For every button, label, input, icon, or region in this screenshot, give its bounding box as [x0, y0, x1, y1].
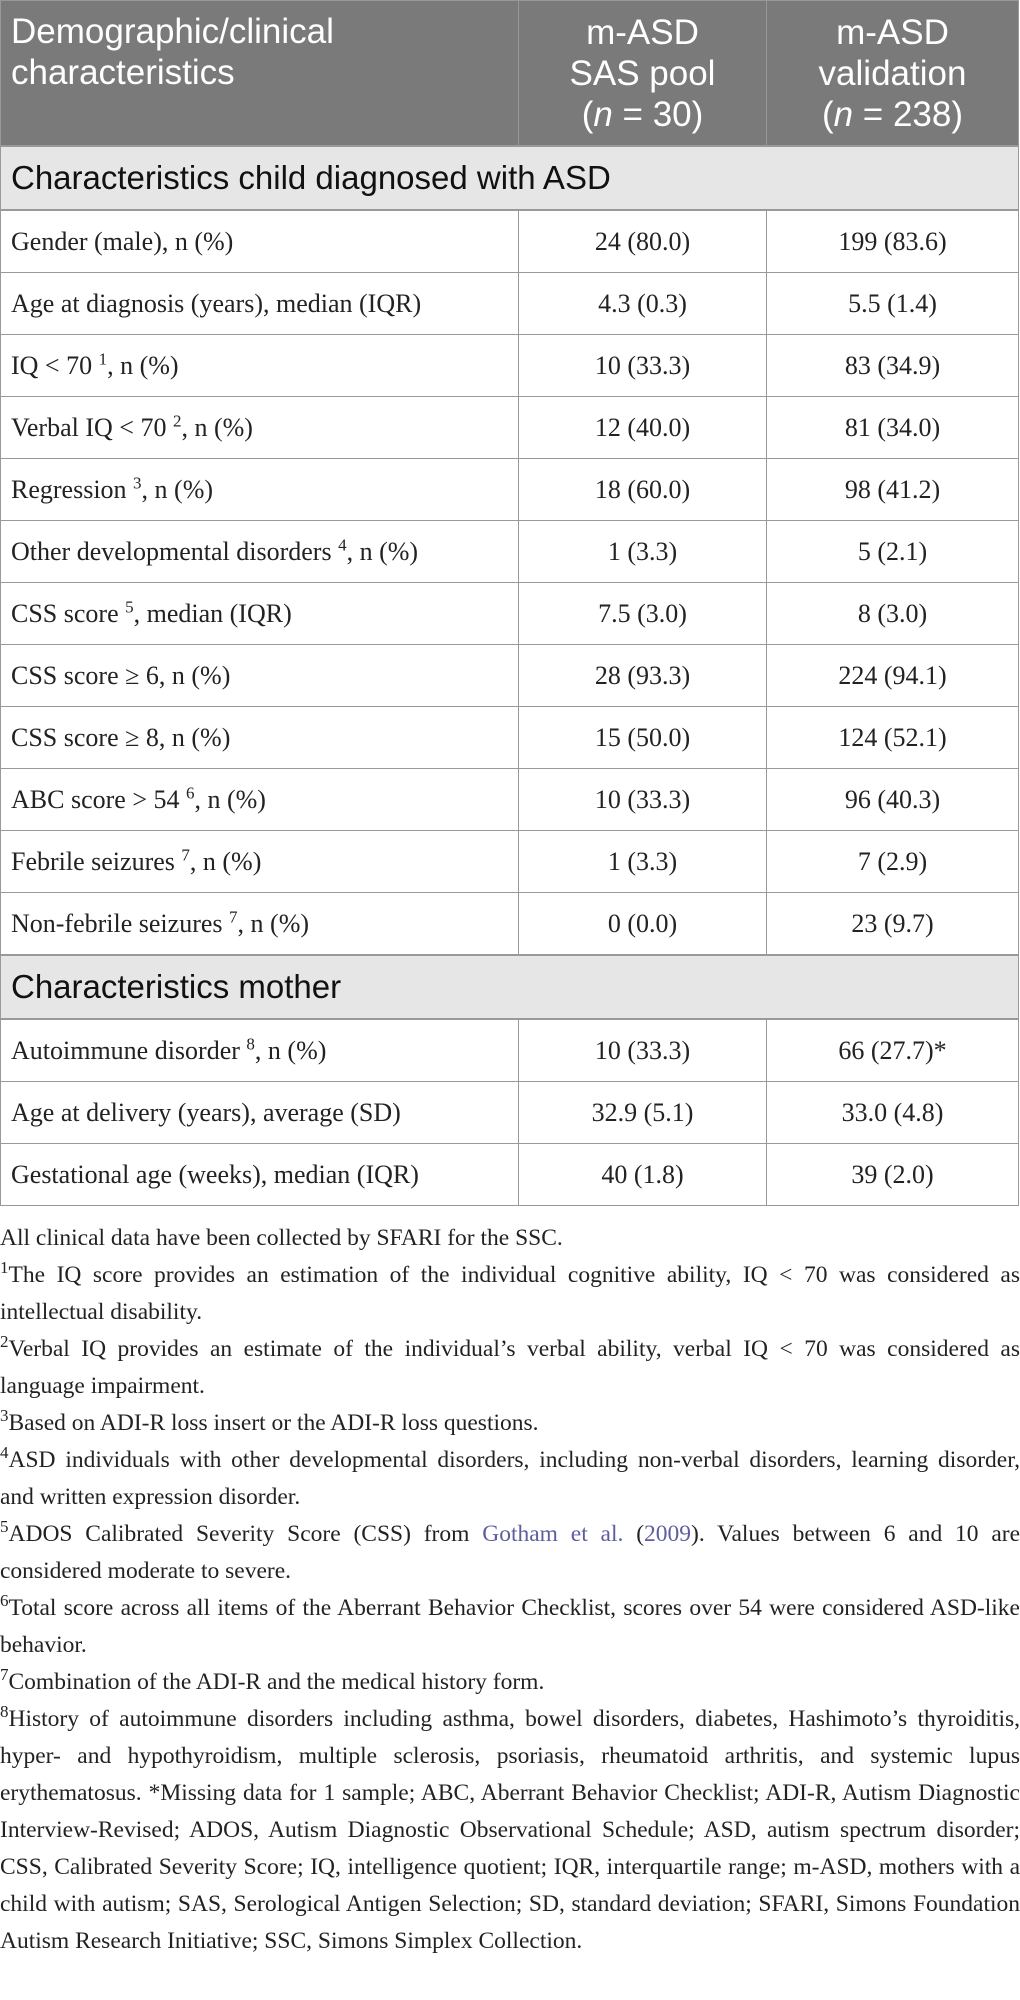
sas-pool-value: 40 (1.8): [519, 1144, 767, 1206]
row-label: [1, 210, 519, 273]
header-col2-line2: SAS pool: [569, 53, 716, 93]
footnote-7-marker: 7: [0, 1665, 9, 1685]
footnote-2-text: Verbal IQ provides an estimate of the individual’s verbal ability, verbal IQ < 70 was considered as language impairment.: [0, 1336, 1020, 1399]
sas-pool-value: 32.9 (5.1): [519, 1082, 767, 1144]
header-col2-paren: (: [581, 94, 594, 134]
sas-pool-value: 1 (3.3): [519, 831, 767, 893]
row-label: [1, 893, 519, 956]
row-label-text: CSS score ≥ 8, n (%): [11, 722, 231, 752]
row-label-suffix: , n (%): [141, 474, 214, 504]
row-label-text: CSS score ≥ 6, n (%): [11, 660, 231, 690]
footnote-6: [0, 1590, 1020, 1664]
validation-value: 23 (9.7): [767, 893, 1019, 956]
gotham-reference-link[interactable]: Gotham et al.: [482, 1521, 624, 1547]
header-row: [1, 1, 1019, 147]
footnote-1-marker: 1: [0, 1258, 9, 1278]
validation-value: 7 (2.9): [767, 831, 1019, 893]
footnote-7-text: Combination of the ADI-R and the medical history form.: [8, 1669, 545, 1695]
row-label: [1, 459, 519, 521]
row-label-text: Verbal IQ < 70: [11, 412, 173, 442]
row-footnote-marker: 7: [181, 844, 190, 864]
header-col2-n-val: = 30): [612, 94, 704, 134]
validation-value: 33.0 (4.8): [767, 1082, 1019, 1144]
row-label-text: Febrile seizures: [11, 846, 182, 876]
row-label: [1, 521, 519, 583]
validation-value: 124 (52.1): [767, 707, 1019, 769]
row-label-suffix: , n (%): [346, 536, 419, 566]
row-label: [1, 645, 519, 707]
footnote-4-text: ASD individuals with other developmental disorders, including non-verbal disorders, learning disorder, and written expression disorder.: [0, 1447, 1020, 1510]
header-col1-line1: Demographic/clinical: [11, 12, 334, 51]
table-row: [1, 273, 1019, 335]
section-row-mother: [1, 955, 1019, 1019]
row-label-text: Gender (male), n (%): [11, 226, 234, 256]
row-footnote-marker: 2: [172, 410, 182, 430]
sas-pool-value: 24 (80.0): [519, 210, 767, 273]
row-label-suffix: , n (%): [107, 350, 179, 380]
sas-pool-value: 0 (0.0): [519, 893, 767, 956]
footnote-4-marker: 4: [0, 1443, 9, 1463]
row-label-text: Non-febrile seizures: [11, 908, 230, 938]
header-sas-pool: [519, 1, 767, 147]
sas-pool-value: 12 (40.0): [519, 397, 767, 459]
footnote-intro: All clinical data have been collected by SFARI for the SSC.: [0, 1225, 563, 1251]
table-row: [1, 521, 1019, 583]
footnote-5-text-post: ). Values between 6 and 10 are considered moderate to severe.: [0, 1521, 1020, 1584]
table-row: [1, 1019, 1019, 1082]
row-label-text: CSS score: [11, 598, 126, 628]
row-footnote-marker: 5: [125, 596, 134, 616]
row-footnote-marker: 6: [185, 782, 195, 802]
row-label-text: Autoimmune disorder: [11, 1035, 247, 1065]
footnote-5: [0, 1516, 1020, 1590]
validation-value: 81 (34.0): [767, 397, 1019, 459]
sas-pool-value: 15 (50.0): [519, 707, 767, 769]
sas-pool-value: 7.5 (3.0): [519, 583, 767, 645]
row-label-text: IQ < 70: [11, 350, 99, 380]
footnote-4: [0, 1442, 1020, 1516]
table-row: [1, 583, 1019, 645]
footnote-2-marker: 2: [0, 1332, 9, 1352]
footnote-3-text: Based on ADI-R loss insert or the ADI-R loss questions.: [8, 1410, 539, 1436]
table-row: [1, 1144, 1019, 1206]
validation-value: 39 (2.0): [767, 1144, 1019, 1206]
section-title-child: Characteristics child diagnosed with ASD: [1, 146, 1019, 210]
row-label-text: ABC score > 54: [11, 784, 186, 814]
sas-pool-value: 10 (33.3): [519, 769, 767, 831]
header-col2-n-var: n: [593, 94, 613, 134]
sas-pool-value: 4.3 (0.3): [519, 273, 767, 335]
header-col3-paren: (: [821, 94, 834, 134]
table-row: [1, 893, 1019, 956]
footnote-8: [0, 1701, 1020, 1960]
sas-pool-value: 28 (93.3): [519, 645, 767, 707]
row-label-text: Regression: [11, 474, 134, 504]
row-label-text: Gestational age (weeks), median (IQR): [11, 1159, 419, 1189]
footnote-1-text: The IQ score provides an estimation of the individual cognitive ability, IQ < 70 was considered as intellectual disability.: [0, 1262, 1020, 1325]
row-footnote-marker: 3: [133, 472, 142, 492]
row-label: [1, 397, 519, 459]
row-label-suffix: , n (%): [181, 412, 253, 442]
footnote-2: [0, 1331, 1020, 1405]
validation-value: 98 (41.2): [767, 459, 1019, 521]
sas-pool-value: 18 (60.0): [519, 459, 767, 521]
row-footnote-marker: 4: [338, 534, 347, 554]
footnote-3-marker: 3: [0, 1406, 9, 1426]
row-label: [1, 335, 519, 397]
validation-value: 8 (3.0): [767, 583, 1019, 645]
row-label: [1, 831, 519, 893]
validation-value: 96 (40.3): [767, 769, 1019, 831]
row-label: [1, 1082, 519, 1144]
validation-value: 5.5 (1.4): [767, 273, 1019, 335]
footnote-5-marker: 5: [0, 1517, 9, 1537]
row-label: [1, 1144, 519, 1206]
header-col3-line2: validation: [818, 53, 967, 93]
row-footnote-marker: 1: [98, 348, 108, 368]
footnote-7: [0, 1664, 1020, 1701]
footnote-5-paren: (: [623, 1521, 645, 1547]
validation-value: 224 (94.1): [767, 645, 1019, 707]
header-col1-line2: characteristics: [11, 53, 235, 92]
row-label: [1, 1019, 519, 1082]
table-row: [1, 210, 1019, 273]
section-row-child: [1, 146, 1019, 210]
footnote-1: [0, 1257, 1020, 1331]
validation-value: 199 (83.6): [767, 210, 1019, 273]
gotham-year-link[interactable]: 2009: [644, 1521, 692, 1547]
row-footnote-marker: 7: [229, 906, 238, 926]
row-footnote-marker: 8: [246, 1033, 255, 1053]
sas-pool-value: 1 (3.3): [519, 521, 767, 583]
row-label: [1, 273, 519, 335]
row-label: [1, 769, 519, 831]
row-label-suffix: , n (%): [194, 784, 266, 814]
table-body: [1, 146, 1019, 1206]
header-validation: [767, 1, 1019, 147]
table-row: [1, 707, 1019, 769]
validation-value: 83 (34.9): [767, 335, 1019, 397]
table-footnotes: [0, 1220, 1020, 1960]
sas-pool-value: 10 (33.3): [519, 1019, 767, 1082]
row-label-suffix: , n (%): [237, 908, 310, 938]
table-row: [1, 645, 1019, 707]
row-label-text: Other developmental disorders: [11, 536, 339, 566]
row-label: [1, 707, 519, 769]
footnote-5-text-pre: ADOS Calibrated Severity Score (CSS) from: [8, 1521, 483, 1547]
footnote-6-marker: 6: [0, 1591, 9, 1611]
footnote-6-text: Total score across all items of the Aberrant Behavior Checklist, scores over 54 were considered ASD-like behavior.: [0, 1595, 1020, 1658]
row-label-text: Age at delivery (years), average (SD): [11, 1097, 401, 1127]
header-characteristics: [1, 1, 519, 147]
row-label-suffix: , n (%): [189, 846, 262, 876]
table-row: [1, 831, 1019, 893]
header-col2-line1: m-ASD: [586, 12, 699, 52]
validation-value: 66 (27.7)*: [767, 1019, 1019, 1082]
table-row: [1, 335, 1019, 397]
row-label-suffix: , median (IQR): [133, 598, 292, 628]
sas-pool-value: 10 (33.3): [519, 335, 767, 397]
footnote-3: [0, 1405, 1020, 1442]
row-label-suffix: , n (%): [254, 1035, 327, 1065]
table-row: [1, 1082, 1019, 1144]
footnote-8-text: History of autoimmune disorders including asthma, bowel disorders, diabetes, Hashimoto’s thyroiditis, hyper- and hypothyroidism, multiple sclerosis, psoriasis, rheumatoid arthritis, and systemic lupus erythematosus. *Missing data for 1 sample; ABC, Aberrant Behavior Checklist; ADI-R, Autism Diagnostic Interview-Revised; ADOS, Autism Diagnostic Observational Schedule; ASD, autism spectrum disorder; CSS, Calibrated Severity Score; IQ, intelligence quotient; IQR, interquartile range; m-ASD, mothers with a child with autism; SAS, Serological Antigen Selection; SD, standard deviation; SFARI, Simons Foundation Autism Research Initiative; SSC, Simons Simplex Collection.: [0, 1706, 1020, 1954]
row-label-text: Age at diagnosis (years), median (IQR): [11, 288, 422, 318]
section-title-mother: Characteristics mother: [1, 955, 1019, 1019]
table-row: [1, 397, 1019, 459]
table-row: [1, 769, 1019, 831]
header-col3-line1: m-ASD: [836, 12, 949, 52]
header-col3-n-var: n: [833, 94, 854, 134]
footnote-8-marker: 8: [0, 1702, 9, 1722]
validation-value: 5 (2.1): [767, 521, 1019, 583]
row-label: [1, 583, 519, 645]
table-row: [1, 459, 1019, 521]
header-col3-n-val: = 238): [853, 94, 964, 134]
